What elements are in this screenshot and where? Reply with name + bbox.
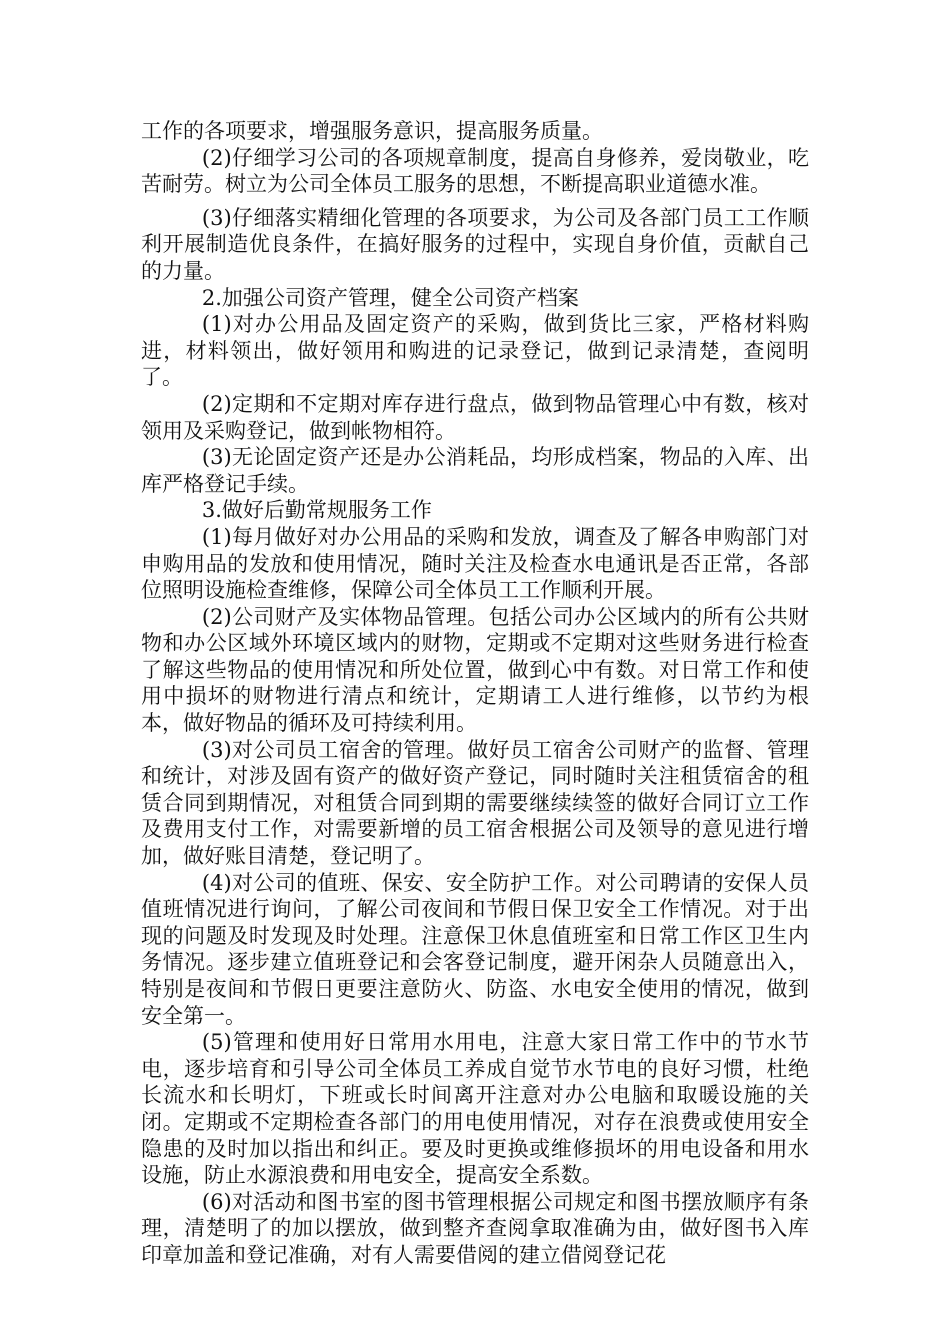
paragraph-item-2-study-rules: (2)仔细学习公司的各项规章制度，提高自身修养，爱岗敬业，吃苦耐劳。树立为公司全体员工服务的思想，不断提高职业道德水准。 (141, 145, 809, 197)
paragraph-logistics-item-3: (3)对公司员工宿舍的管理。做好员工宿舍公司财产的监督、管理和统计，对涉及固有资产的做好资产登记，同时随时关注租赁宿舍的租赁合同到期情况，对租赁合同到期的需要继续续签的做好合同订立工作及费用支付工作，对需要新增的员工宿舍根据公司及领导的意见进行增加，做好账目清楚，登记明了。 (141, 737, 809, 869)
paragraph-asset-item-1: (1)对办公用品及固定资产的采购，做到货比三家，严格材料购进，材料领出，做好领用和购进的记录登记，做到记录清楚，查阅明了。 (141, 312, 809, 390)
paragraph-logistics-item-6: (6)对活动和图书室的图书管理根据公司规定和图书摆放顺序有条理，清楚明了的加以摆放，做到整齐查阅拿取准确为由，做好图书入库印章加盖和登记准确，对有人需要借阅的建立借阅登记花 (141, 1189, 809, 1267)
paragraph-item-3-refined-management: (3)仔细落实精细化管理的各项要求，为公司及各部门员工工作顺利开展制造优良条件，在搞好服务的过程中，实现自身价值，贡献自己的力量。 (141, 205, 809, 283)
section-heading-logistics-service: 3.做好后勤常规服务工作 (201, 498, 432, 523)
paragraph-logistics-item-1: (1)每月做好对办公用品的采购和发放，调查及了解各申购部门对申购用品的发放和使用情况，随时关注及检查水电通讯是否正常，各部位照明设施检查维修，保障公司全体员工工作顺利开展。 (141, 524, 809, 603)
document-body (141, 118, 809, 1269)
paragraph-logistics-item-4: (4)对公司的值班、保安、安全防护工作。对公司聘请的安保人员值班情况进行询问，了解公司夜间和节假日保卫安全工作情况。对于出现的问题及时发现及时处理。注意保卫休息值班室和日常工作区卫生内务情况。逐步建立值班登记和会客登记制度，避开闲杂人员随意出入，特别是夜间和节假日更要注意防火、防盗、水电安全使用的情况，做到安全第一。 (141, 870, 809, 1028)
paragraph-asset-item-2: (2)定期和不定期对库存进行盘点，做到物品管理心中有数，核对领用及采购登记，做到帐物相符。 (141, 391, 809, 443)
paragraph-asset-item-3: (3)无论固定资产还是办公消耗品，均形成档案，物品的入库、出库严格登记手续。 (141, 445, 809, 496)
paragraph-logistics-item-5: (5)管理和使用好日常用水用电，注意大家日常工作中的节水节电，逐步培育和引导公司全体员工养成自觉节水节电的良好习惯，杜绝长流水和长明灯，下班或长时间离开注意对办公电脑和取暖设施的关闭。定期或不定期检查各部门的用电使用情况，对存在浪费或使用安全隐患的及时加以指出和纠正。要及时更换或维修损坏的用电设备和用水设施，防止水源浪费和用电安全，提高安全系数。 (141, 1030, 809, 1188)
paragraph-logistics-item-2: (2)公司财产及实体物品管理。包括公司办公区域内的所有公共财物和办公区域外环境区域内的财物，定期或不定期对这些财务进行检查了解这些物品的使用情况和所处位置，做到心中有数。对日常工作和使用中损坏的财物进行清点和统计，定期请工人进行维修，以节约为根本，做好物品的循环及可持续利用。 (141, 604, 809, 736)
paragraph-continuation: 工作的各项要求，增强服务意识，提高服务质量。 (141, 119, 603, 143)
section-heading-asset-management: 2.加强公司资产管理，健全公司资产档案 (201, 285, 579, 310)
